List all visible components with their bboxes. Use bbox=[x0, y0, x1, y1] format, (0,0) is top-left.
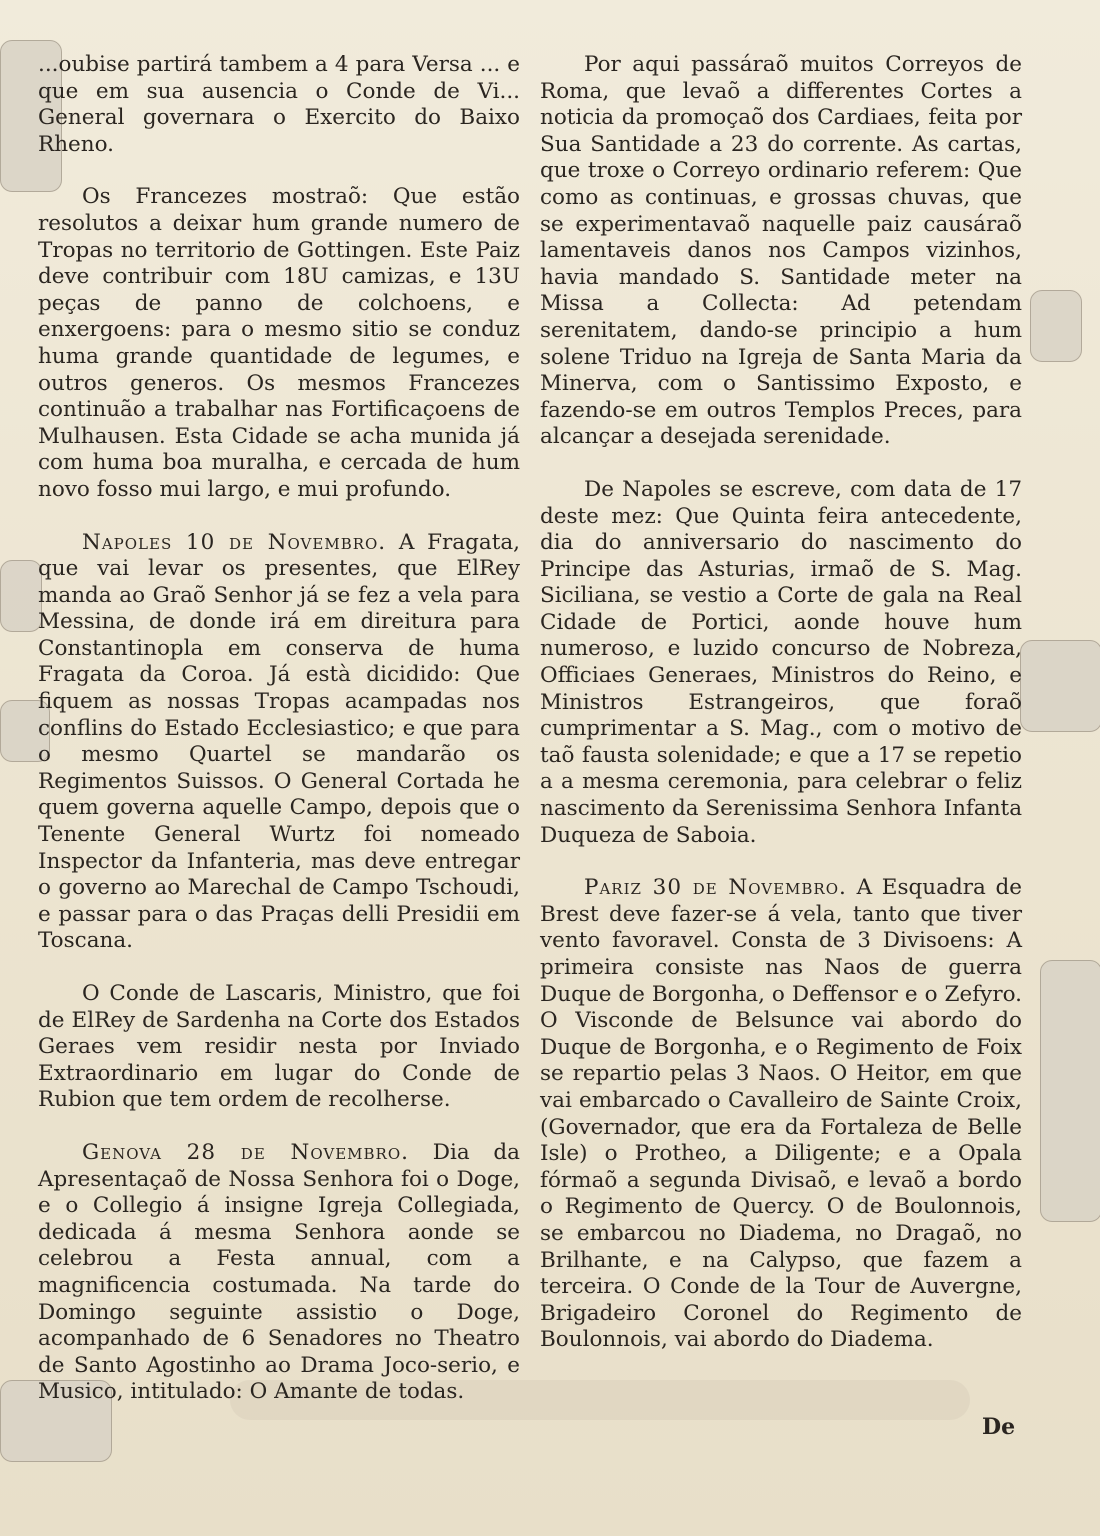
article-text: Dia da Apresentaçaõ de Nossa Senhora foi o Doge, e o Collegio á insigne Igreja Collegiada, dedicada á mesma Senhora aonde se celebrou a Festa annual, com a magnificencia costumada. Na tarde do Domingo seguinte assistio o Doge, acompanhado de 6 Senadores no Theatro de Santo Agostinho ao Drama Joco-serio, e Musico, intitulado: O Amante de todas. bbox=[38, 1139, 521, 1405]
article-text: A Esquadra de Brest deve fazer-se á vela, tanto que tiver vento favoravel. Consta de 3 Divisoens: A primeira consiste nas Naos de guerra Duque de Borgonha, o Deffensor e o Zefyro. O Visconde de Belsunce vai abordo do Duque de Borgonha, e o Regimento de Foix se repartio pelas 3 Naos. O Heitor, em que vai embarcado o Cavalleiro de Sainte Croix, (Governador, que era da Fortaleza de Belle Isle) o Protheo, a Diligente; e a Opala fórmaõ a segunda Divisaõ, e levaõ a bordo o Regimento de Quercy. O de Boulonnois, se embarcou no Diadema, no Dragaõ, no Brilhante, e na Calypso, que fazem a terceira. O Conde de la Tour de Auvergne, Brigadeiro Coronel do Regimento de Boulonnois, vai abordo do Diadema. bbox=[540, 875, 1023, 1353]
article-paragraph: Por aqui passáraõ muitos Correyos de Roma, que levaõ a differentes Cortes a noticia da promoçaõ dos Cardiaes, feita por Sua Santidade a 23 do corrente. As cartas, que troxe o Correyo ordinario referem: Que como as continuas, e grossas chuvas, que se experimentavaõ naquelle paiz causáraõ lamentaveis danos nos Campos vizinhos, havia mandado S. Santidade meter na Missa a Collecta: Ad petendam serenitatem, dando-se principio a hum solene Triduo na Igreja de Santa Maria da Minerva, com o Santissimo Exposto, e fazendo-se em outros Templos Preces, para alcançar a desejada serenidade. bbox=[540, 52, 1022, 450]
dateline: Napoles 10 de Novembro. bbox=[82, 529, 387, 555]
dateline: Genova 28 de Novembro. bbox=[82, 1139, 409, 1165]
article-paragraph: O Conde de Lascaris, Ministro, que foi de ElRey de Sardenha na Corte dos Estados Geraes vem residir nesta por Inviado Extraordinario em lugar do Conde de Rubion que tem ordem de recolherse. bbox=[38, 981, 520, 1113]
catchword: De bbox=[982, 1414, 1016, 1440]
article-paragraph bbox=[38, 530, 520, 956]
article-paragraph: Os Francezes mostraõ: Que estão resolutos a deixar hum grande numero de Tropas no territorio de Gottingen. Este Paiz deve contribuir com 18U camizas, e 13U peças de panno de colchoens, e enxergoens: para o mesmo sitio se conduz huma grande quantidade de legumes, e outros generos. Os mesmos Francezes continuão a trabalhar nas Fortificaçoens de Mulhausen. Esta Cidade se acha munida já com huma boa muralha, e cercada de hum novo fosso mui largo, e mui profundo. bbox=[38, 184, 520, 502]
wormhole-damage bbox=[0, 560, 42, 632]
wormhole-damage bbox=[1020, 640, 1100, 732]
left-column bbox=[38, 52, 520, 1432]
wormhole-damage bbox=[1040, 960, 1100, 1222]
article-paragraph bbox=[38, 1140, 520, 1406]
article-paragraph bbox=[540, 875, 1022, 1354]
article-paragraph: De Napoles se escreve, com data de 17 deste mez: Que Quinta feira antecedente, dia do anniversario do nascimento do Principe das Asturias, irmaõ de S. Mag. Siciliana, se vestio a Corte de gala na Real Cidade de Portici, aonde houve hum numeroso, e luzido concurso de Nobreza, Officiaes Generaes, Ministros do Reino, e Ministros Estrangeiros, que foraõ cumprimentar a S. Mag., com o motivo de taõ fausta solenidade; e que a 17 se repetio a a mesma ceremonia, para celebrar o feliz nascimento da Serenissima Senhora Infanta Duqueza de Saboia. bbox=[540, 476, 1023, 848]
article-paragraph: ...oubise partirá tambem a 4 para Versa ... e que em sua ausencia o Conde de Vi... General governara o Exercito do Baixo Rheno. bbox=[38, 52, 520, 157]
dateline: Pariz 30 de Novembro. bbox=[584, 875, 847, 901]
wormhole-damage bbox=[1030, 290, 1082, 362]
article-text: A Fragata, que vai levar os presentes, que ElRey manda ao Graõ Senhor já se fez a vela para Messina, de donde irá em direitura para Constantinopla em conserva de huma Fragata da Coroa. Já està dicidido: Que fiquem as nossas Tropas acampadas nos conflins do Estado Ecclesiastico; e que para o mesmo Quartel se mandarão os Regimentos Suissos. O General Cortada he quem governa aquelle Campo, depois que o Tenente General Wurtz foi nomeado Inspector da Infanteria, mas deve entregar o governo ao Marechal de Campo Tschoudi, e passar para o das Praças delli Presidii em Toscana. bbox=[38, 529, 520, 954]
right-column bbox=[540, 52, 1022, 1380]
